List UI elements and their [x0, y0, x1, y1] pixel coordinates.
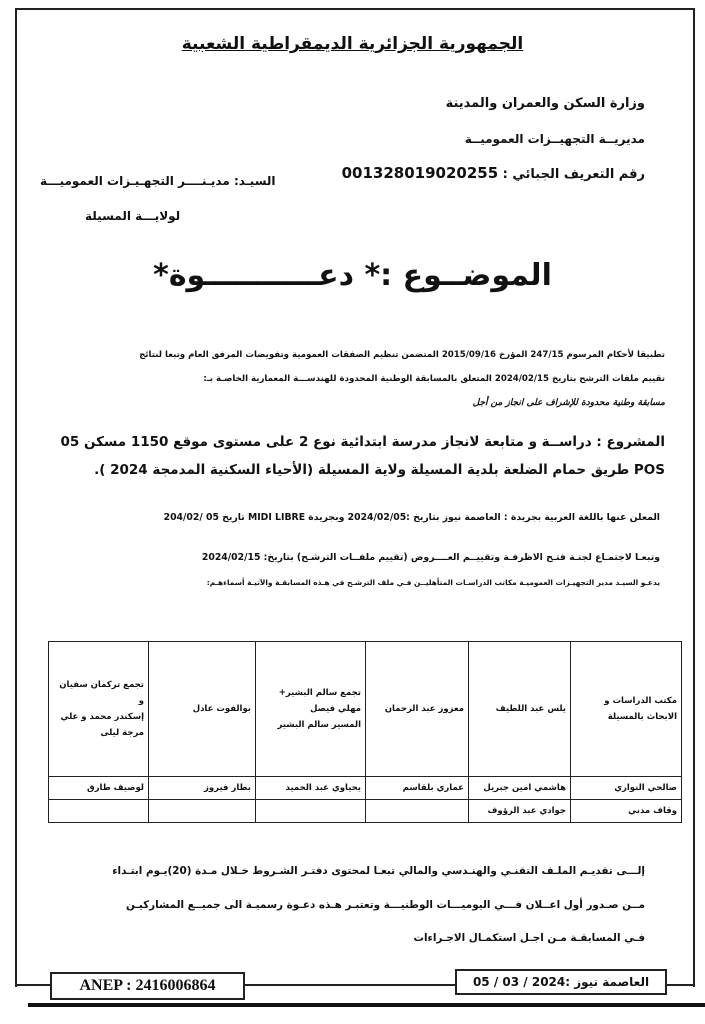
closing-line1: إلـــى تقديـم الملـف التقنـي والهنـدسي والمالي تبعـا لمحتوى دفتـر الشـروط خـلال مـدة (20)يـوم ابتـداء — [112, 865, 645, 877]
invite-line: يدعـو السيـد مدير التجهيـزات العموميـة مكاتب الدراسـات المتأهليــن فـي ملف الترشـح في هـذه المسابقـة والآتيـة أسماءهـم: — [206, 578, 660, 587]
tax-id-row — [342, 164, 645, 182]
recipient-line1: السيـد: مديـنــــر التجهـيـزات العموميـــة — [40, 174, 276, 188]
table-cell: بوالفوت عادل — [149, 642, 256, 777]
closing-line3: فـي المسابقـة مـن اجـل استكمـال الاجـراءات — [413, 932, 645, 944]
bottom-border-right — [665, 984, 693, 986]
meeting-line: وتبعـا لاجتمـاع لجنـة فتـح الاظرفـة وتقييــم العــــروض (تقييم ملفــات الترشـح) بتاريخ: 2024/02/15 — [201, 552, 660, 563]
table-cell: بطار فيروز — [149, 777, 256, 800]
table-cell: معزوز عبد الرحمان — [366, 642, 469, 777]
document-border — [15, 8, 695, 987]
paragraph-line3: مسابقة وطنية محدودة للإشراف على انجاز من أجل — [472, 398, 665, 408]
paragraph-line2: تقييم ملفات الترشح بتاريخ 2024/02/15 المتعلق بالمسابقة الوطنية المحدودة للهندســـة المعمارية الخاصـة بـ: — [203, 374, 665, 384]
announcement-line: المعلن عنها باللغة العربية بجريدة : العاصمة نيوز بتاريخ :2024/02/05 وبجريدة MIDI LIBRE تاريخ 05 /204/02 — [163, 512, 660, 523]
table-row — [49, 800, 682, 823]
recipient-line2: لولايـــة المسيلة — [85, 209, 181, 223]
bottom-rule — [28, 1003, 705, 1007]
paragraph-line1: تطبيقا لأحكام المرسوم 247/15 المؤرخ 2015/09/16 المتضمن تنظيم الصفقات العمومية وتفويضات المرفق العام وتبعا لنتائج — [139, 350, 665, 360]
table-cell: تجمع تركمان سفيان و إسكندر محمد و علي مرجة ليلى — [49, 642, 149, 777]
candidates-table — [48, 641, 682, 823]
table-cell: لوصيف طارق — [49, 777, 149, 800]
table-cell: هاشمي امين جبريل — [469, 777, 571, 800]
table-header-row — [49, 642, 682, 777]
table-cell: وقاف مدني — [571, 800, 682, 823]
table-row — [49, 777, 682, 800]
anep-reference: ANEP : 2416006864 — [50, 972, 245, 1000]
table-cell — [49, 800, 149, 823]
table-cell — [256, 800, 366, 823]
subject-title: الموضــوع :* دعـــــــــــوة* — [153, 258, 552, 293]
table-cell: تجمع سالم البشير+ مهلي فيصل المسير سالم البشير — [256, 642, 366, 777]
newspaper-date: العاصمة نيوز :2024 / 03 / 05 — [455, 969, 667, 995]
tax-id-label: رقم التعريف الجبائي : — [502, 167, 645, 182]
ministry: وزارة السكن والعمران والمدينة — [445, 96, 645, 111]
directorate: مديريــة التجهيــزات العموميــة — [464, 132, 645, 146]
table-cell — [149, 800, 256, 823]
republic-title: الجمهورية الجزائرية الديمقراطية الشعبية — [181, 34, 524, 54]
project-line2: POS طريق حمام الضلعة بلدية المسيلة ولاية المسيلة (الأحياء السكنية المدمجة 2024 ). — [94, 462, 665, 478]
bottom-border-mid — [245, 984, 455, 986]
project-line1: المشروع : دراســة و متابعة لانجاز مدرسة ابتدائية نوع 2 على مستوى موقع 1150 مسكن 05 — [60, 434, 665, 450]
table-cell: يلس عبد اللطيف — [469, 642, 571, 777]
table-cell — [366, 800, 469, 823]
tax-id: 001328019020255 — [341, 164, 499, 182]
bottom-border-left — [15, 984, 50, 986]
closing-line2: مــن صـدور أول اعــلان فـــي اليوميـــات الوطنيـــة وتعتبـر هـذه دعـوة رسميـة الى جميــع المشاركيـن — [125, 899, 645, 911]
table-cell: عماري بلقاسم — [366, 777, 469, 800]
table-cell: يحياوي عبد الحميد — [256, 777, 366, 800]
table-cell: جوادي عبد الرؤوف — [469, 800, 571, 823]
table-cell: صالحي النواري — [571, 777, 682, 800]
table-cell: مكتب الدراسات و الابحاث بالمسيلة — [571, 642, 682, 777]
